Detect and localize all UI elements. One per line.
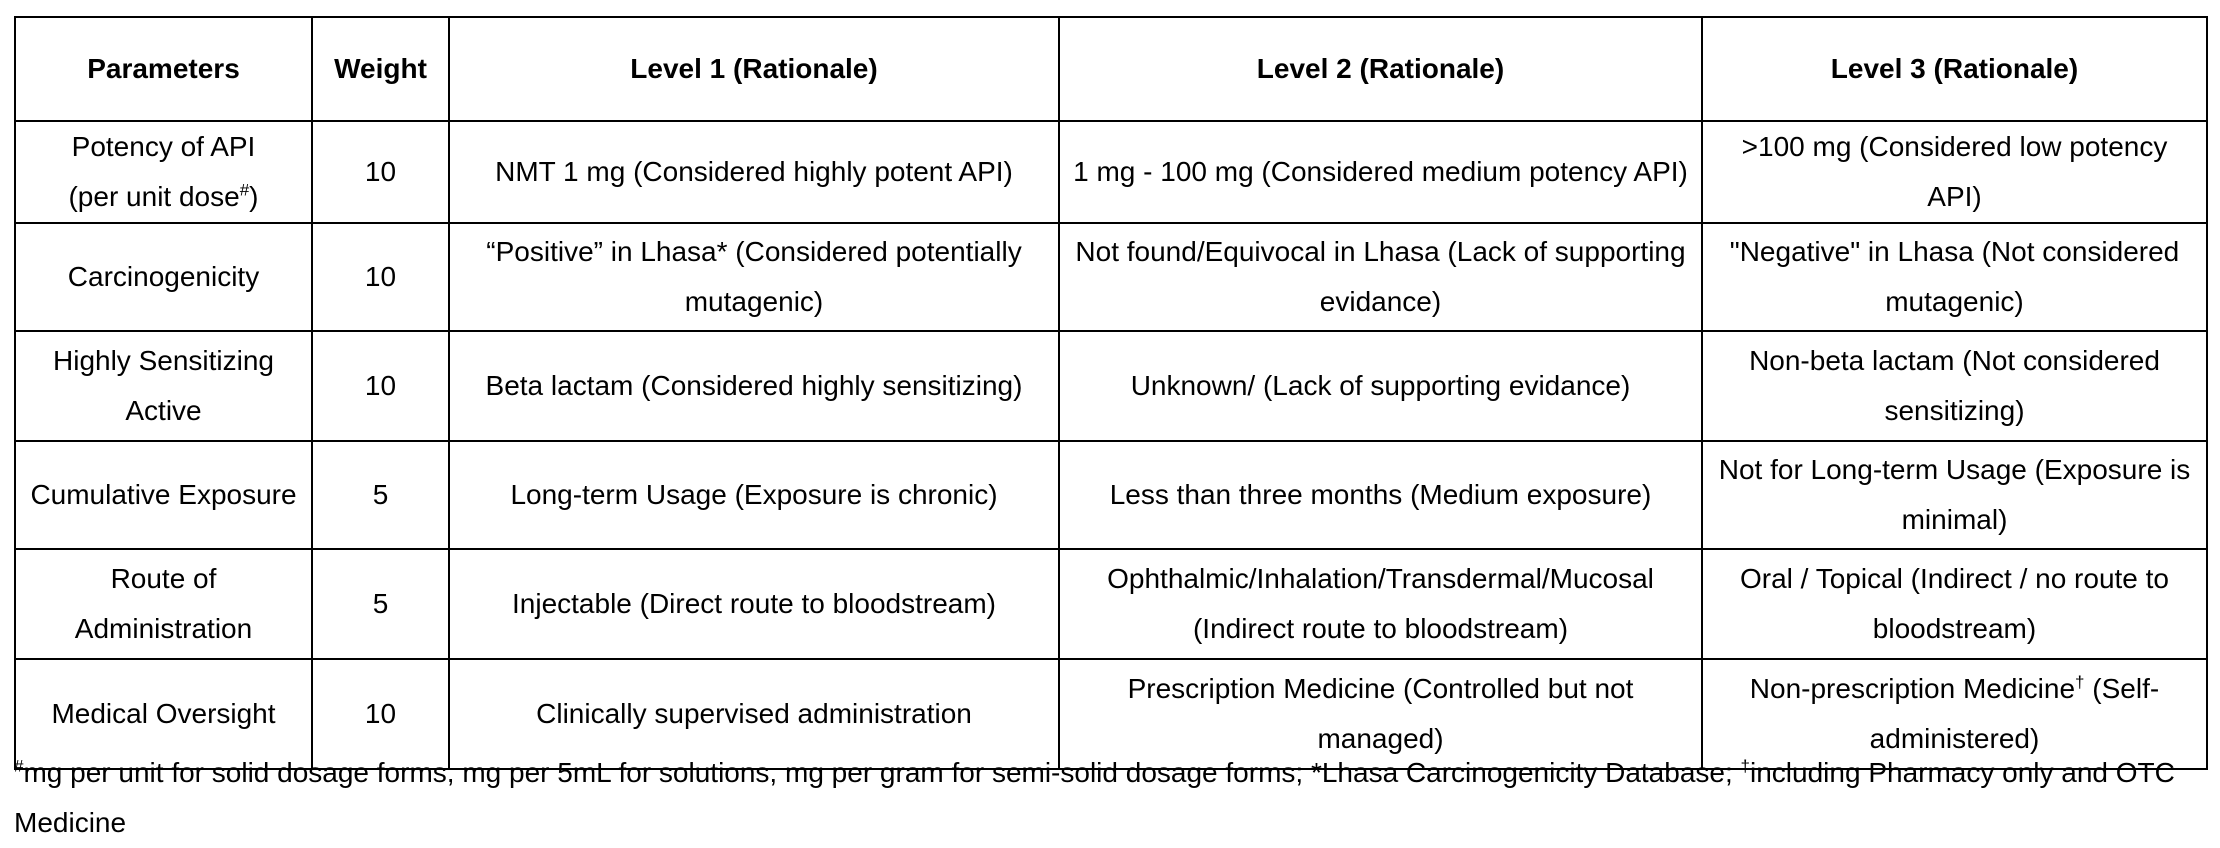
hash-superscript: # (239, 180, 250, 200)
cell-level3: Oral / Topical (Indirect / no route to bloodstream) (1702, 549, 2207, 659)
cell-level3: Not for Long-term Usage (Exposure is minimal) (1702, 441, 2207, 549)
parameter-line2-post: ) (249, 181, 259, 212)
table-header-row (15, 17, 2207, 121)
cell-level2: 1 mg - 100 mg (Considered medium potency API) (1059, 121, 1702, 223)
level3-text-pre: Non-prescription Medicine (1749, 673, 2076, 704)
cell-level3: >100 mg (Considered low potency API) (1702, 121, 2207, 223)
cell-level1: “Positive” in Lhasa* (Considered potentially mutagenic) (449, 223, 1059, 331)
cell-weight: 5 (312, 441, 449, 549)
cell-level1: Injectable (Direct route to bloodstream) (449, 549, 1059, 659)
cell-parameter: Cumulative Exposure (15, 441, 312, 549)
table-row (15, 331, 2207, 441)
cell-level2: Unknown/ (Lack of supporting evidance) (1059, 331, 1702, 441)
cell-parameter: Route of Administration (15, 549, 312, 659)
hash-superscript: # (14, 756, 24, 776)
cell-level1: Long-term Usage (Exposure is chronic) (449, 441, 1059, 549)
header-level3: Level 3 (Rationale) (1702, 17, 2207, 121)
parameters-table (14, 16, 2208, 770)
table-footnote (14, 748, 2214, 848)
header-parameters: Parameters (15, 17, 312, 121)
cell-level2: Not found/Equivocal in Lhasa (Lack of supporting evidance) (1059, 223, 1702, 331)
cell-level3: "Negative" in Lhasa (Not considered mutagenic) (1702, 223, 2207, 331)
header-level2: Level 2 (Rationale) (1059, 17, 1702, 121)
dagger-superscript: † (2075, 672, 2085, 692)
dagger-superscript: † (1740, 756, 1751, 776)
level3-text-post: (Self-administered) (1869, 673, 2160, 754)
cell-level1: NMT 1 mg (Considered highly potent API) (449, 121, 1059, 223)
cell-level2: Less than three months (Medium exposure) (1059, 441, 1702, 549)
cell-parameter: Carcinogenicity (15, 223, 312, 331)
cell-weight: 10 (312, 659, 449, 769)
cell-weight: 5 (312, 549, 449, 659)
table-row (15, 121, 2207, 223)
cell-level2: Prescription Medicine (Controlled but not managed) (1059, 659, 1702, 769)
cell-weight: 10 (312, 121, 449, 223)
table-row (15, 223, 2207, 331)
cell-level2: Ophthalmic/Inhalation/Transdermal/Mucosal (Indirect route to bloodstream) (1059, 549, 1702, 659)
header-level1: Level 1 (Rationale) (449, 17, 1059, 121)
cell-level1: Clinically supervised administration (449, 659, 1059, 769)
cell-parameter: Highly Sensitizing Active (15, 331, 312, 441)
parameter-line1: Potency of API (71, 131, 256, 162)
cell-parameter (15, 121, 312, 223)
table-row (15, 549, 2207, 659)
table-row (15, 441, 2207, 549)
parameter-line2-pre: (per unit dose (68, 181, 240, 212)
cell-level3: Non-beta lactam (Not considered sensitizing) (1702, 331, 2207, 441)
footnote-text-part1: mg per unit for solid dosage forms, mg per 5mL for solutions, mg per gram for semi-solid dosage forms; *Lhasa Carcinogenicity Database; (23, 757, 1741, 788)
cell-weight: 10 (312, 331, 449, 441)
cell-level1: Beta lactam (Considered highly sensitizing) (449, 331, 1059, 441)
header-weight: Weight (312, 17, 449, 121)
footnote-text-part2: including Pharmacy only and OTC Medicine (14, 757, 2175, 838)
cell-parameter: Medical Oversight (15, 659, 312, 769)
cell-weight: 10 (312, 223, 449, 331)
